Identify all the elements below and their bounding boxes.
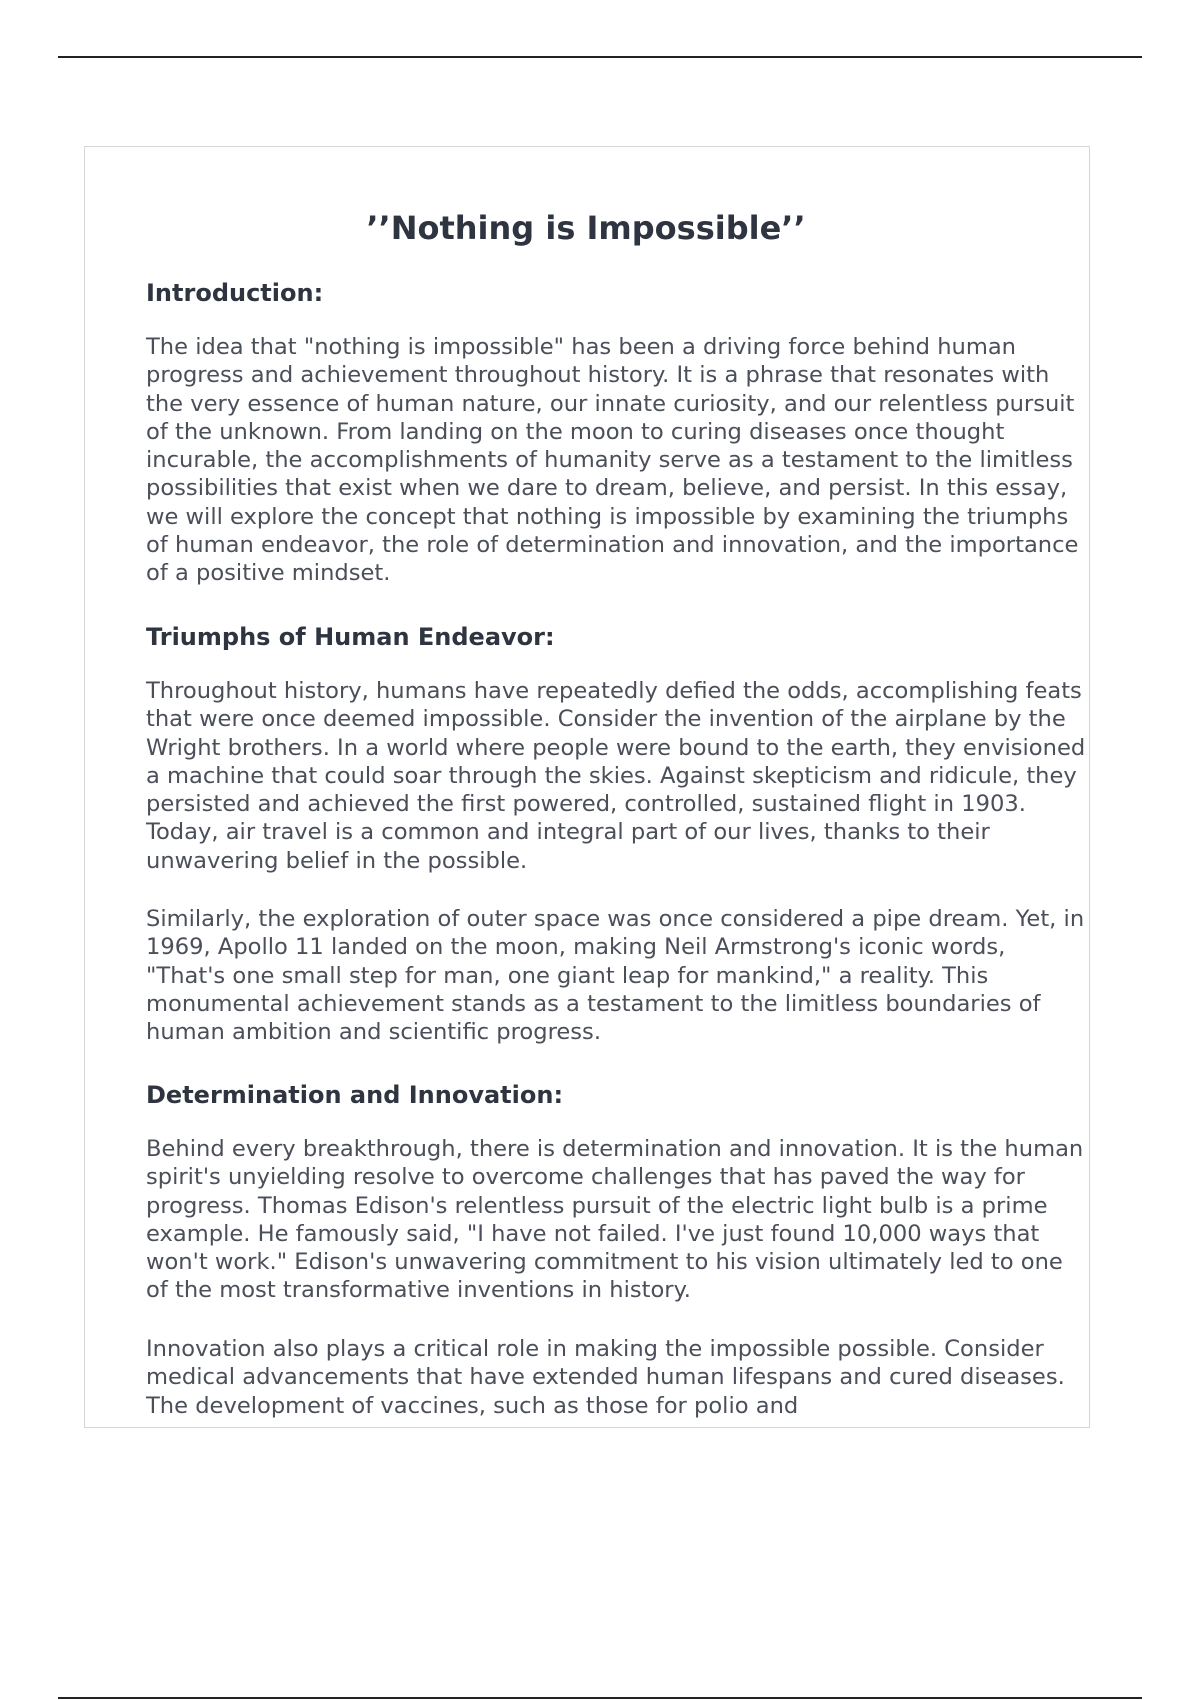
paragraph-triumphs-2: Similarly, the exploration of outer space was once considered a pipe dream. Yet, in 1969, Apollo 11 landed on the moon, making Neil Armstrong's iconic words, "That's one small step for man, one giant leap for mankind," a reality. This monumental achievement stands as a testament to the limitless boundaries of human ambition and scientific progress. bbox=[146, 906, 1085, 1046]
paragraph-triumphs-1: Throughout history, humans have repeatedly defied the odds, accomplishing feats that were once deemed impossible. Consider the invention of the airplane by the Wright brothers. In a world where people were bound to the earth, they envisioned a machine that could soar through the skies. Against skepticism and ridicule, they persisted and achieved the first powered, controlled, sustained flight in 1903. Today, air travel is a common and integral part of our lives, thanks to their unwavering belief in the possible. bbox=[146, 678, 1086, 874]
paragraph-determination-1: Behind every breakthrough, there is determination and innovation. It is the human spirit's unyielding resolve to overcome challenges that has paved the way for progress. Thomas Edison's relentless pursuit of the electric light bulb is a prime example. He famously said, "I have not failed. I've just found 10,000 ways that won't work." Edison's unwavering commitment to his vision ultimately led to one of the most transformative inventions in history. bbox=[146, 1136, 1084, 1304]
document-page bbox=[84, 146, 1090, 1428]
header-rule bbox=[58, 56, 1142, 58]
section-heading-triumphs: Triumphs of Human Endeavor: bbox=[146, 623, 555, 651]
section-heading-introduction: Introduction: bbox=[146, 279, 324, 307]
paragraph-determination-2: Innovation also plays a critical role in making the impossible possible. Consider medical advancements that have extended human lifespans and cured diseases. The development of vaccines, such as those for polio and bbox=[146, 1336, 1065, 1419]
paragraph-introduction: The idea that "nothing is impossible" has been a driving force behind human progress and achievement throughout history. It is a phrase that resonates with the very essence of human nature, our innate curiosity, and our relentless pursuit of the unknown. From landing on the moon to curing diseases once thought incurable, the accomplishments of humanity serve as a testament to the limitless possibilities that exist when we dare to dream, believe, and persist. In this essay, we will explore the concept that nothing is impossible by examining the triumphs of human endeavor, the role of determination and innovation, and the importance of a positive mindset. bbox=[146, 334, 1079, 587]
page-title: ’’Nothing is Impossible’’ bbox=[366, 209, 806, 247]
section-heading-determination: Determination and Innovation: bbox=[146, 1081, 564, 1109]
footer-rule bbox=[58, 1697, 1142, 1699]
